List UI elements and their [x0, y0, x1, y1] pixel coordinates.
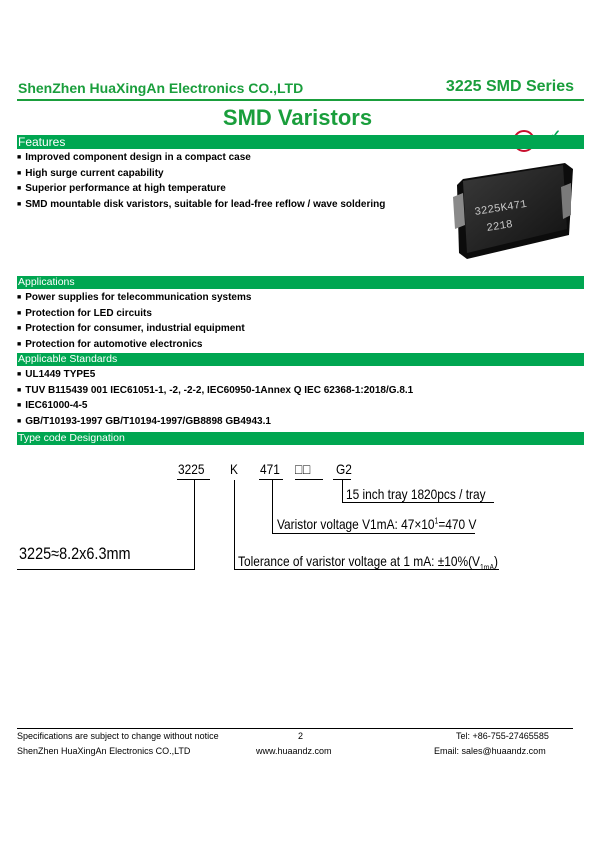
underline-voltage — [259, 479, 283, 480]
connector-size-v — [194, 480, 195, 570]
applications-heading: Applications — [17, 276, 584, 289]
page-title: SMD Varistors — [222, 105, 373, 130]
list-item: ■ IEC61000-4-5 — [17, 398, 413, 414]
list-item: ■ SMD mountable disk varistors, suitable for lead-free reflow / wave soldering — [17, 197, 385, 213]
footer-website-link[interactable]: www.huaandz.com — [256, 746, 332, 756]
connector-packing-v — [342, 480, 343, 503]
tolerance-description-sub: 1mA — [479, 562, 494, 572]
list-item: ■ Power supplies for telecommunication systems — [17, 290, 251, 306]
connector-packing-h — [342, 502, 494, 503]
connector-voltage-h — [272, 533, 475, 534]
connector-tolerance-v — [234, 480, 235, 570]
size-description: 3225≈8.2x6.3mm — [19, 544, 131, 563]
standards-list — [17, 367, 413, 430]
standards-heading: Applicable Standards — [17, 353, 584, 366]
footer-tel: Tel: +86-755-27465585 — [456, 731, 549, 741]
footer-divider — [17, 728, 573, 729]
applications-list — [17, 290, 251, 353]
code-size: 3225 — [178, 461, 205, 477]
component-marking-1: 3225K471 — [473, 198, 528, 219]
voltage-description — [277, 516, 476, 532]
list-item: ■ Protection for automotive electronics — [17, 337, 251, 353]
features-list — [17, 150, 385, 213]
features-heading: Features — [17, 135, 584, 149]
list-item: ■ Protection for consumer, industrial equipment — [17, 321, 251, 337]
smd-varistor-photo — [453, 163, 573, 261]
list-item: ■ UL1449 TYPE5 — [17, 367, 413, 383]
header-divider — [17, 99, 584, 101]
voltage-description-exp: 1 — [434, 516, 439, 526]
code-blank: □□ — [295, 461, 312, 477]
tolerance-description — [238, 553, 498, 572]
code-tolerance: K — [230, 461, 238, 477]
list-item: ■ Protection for LED circuits — [17, 306, 251, 322]
tolerance-description-a: Tolerance of varistor voltage at 1 mA: ±10%(V — [238, 553, 480, 569]
list-item: ■ Improved component design in a compact case — [17, 150, 385, 166]
underline-blank — [295, 479, 323, 480]
component-marking-2: 2218 — [485, 218, 514, 235]
footer-email-link[interactable]: Email: sales@huaandz.com — [434, 746, 546, 756]
type-code-heading: Type code Designation — [17, 432, 584, 445]
footer-notice: Specifications are subject to change without notice — [17, 731, 219, 741]
list-item: ■ Superior performance at high temperature — [17, 181, 385, 197]
code-packing: G2 — [336, 461, 352, 477]
header-company-name: ShenZhen HuaXingAn Electronics CO.,LTD — [18, 80, 304, 96]
footer-company: ShenZhen HuaXingAn Electronics CO.,LTD — [17, 746, 191, 756]
voltage-description-a: Varistor voltage V1mA: 47×10 — [277, 516, 435, 532]
packing-description: 15 inch tray 1820pcs / tray — [346, 486, 486, 502]
header-series: 3225 SMD Series — [445, 78, 574, 95]
connector-size-h — [17, 569, 195, 570]
code-voltage: 471 — [260, 461, 280, 477]
voltage-description-b: =470 V — [438, 516, 477, 532]
list-item: ■ TUV B115439 001 IEC61051-1, -2, -2-2, IEC60950-1Annex Q IEC 62368-1:2018/G.8.1 — [17, 383, 413, 399]
component-terminal-left — [453, 193, 465, 229]
connector-voltage-v — [272, 480, 273, 534]
tolerance-description-b: ) — [493, 553, 498, 569]
list-item: ■ GB/T10193-1997 GB/T10194-1997/GB8898 GB4943.1 — [17, 414, 413, 430]
list-item: ■ High surge current capability — [17, 166, 385, 182]
footer-page-number: 2 — [298, 731, 304, 741]
